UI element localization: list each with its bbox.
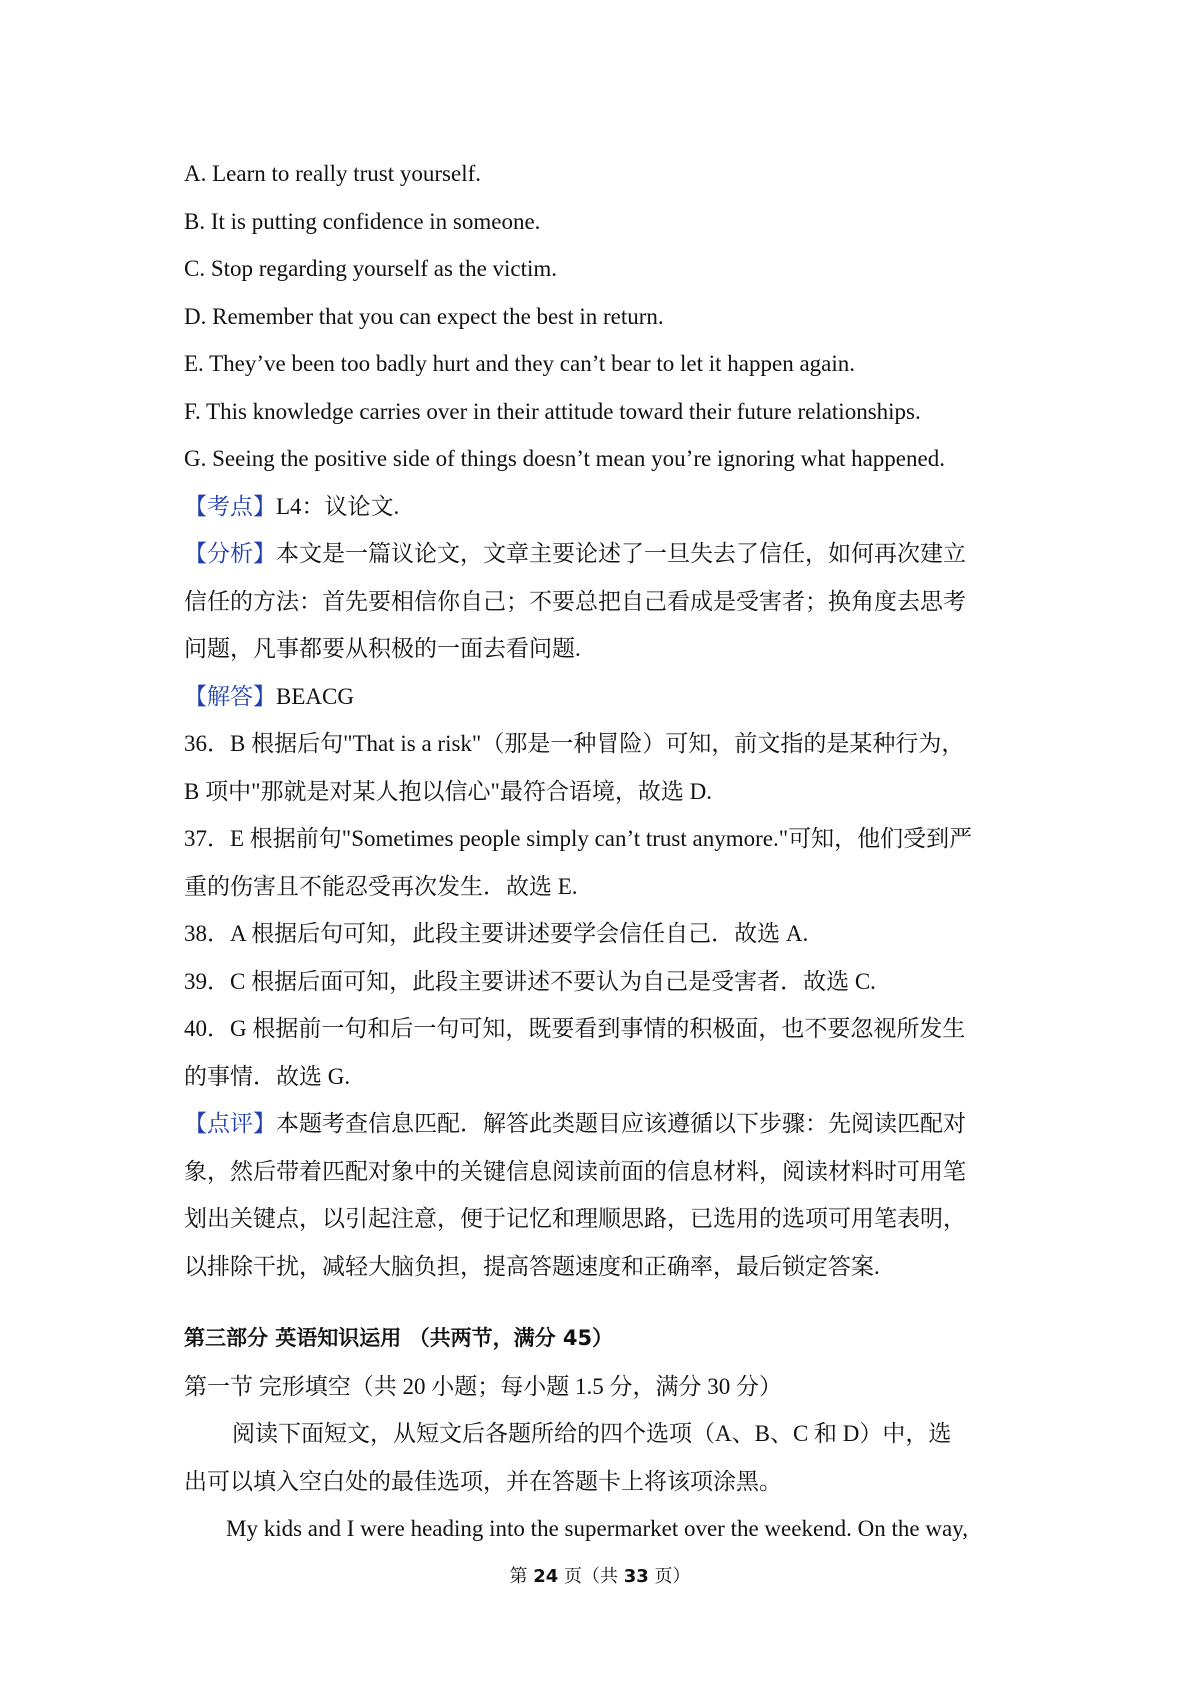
kaodian-tag: 【考点】 <box>184 493 276 519</box>
jieda-line <box>184 673 1032 721</box>
document-page <box>184 150 1032 1553</box>
fenxi-line-2: 信任的方法：首先要相信你自己；不要总把自己看成是受害者；换角度去思考 <box>184 588 966 614</box>
option-d: D. Remember that you can expect the best in return. <box>184 303 664 329</box>
dianping-tag: 【点评】 <box>184 1111 276 1136</box>
footer-prefix: 第 <box>509 1566 528 1587</box>
option-g: G. Seeing the positive side of things doesn’t mean you’re ignoring what happened. <box>184 446 945 471</box>
option-a: A. Learn to really trust yourself. <box>184 161 481 186</box>
current-page-number: 24 <box>533 1566 559 1587</box>
answer-36-line-2: B 项中"那就是对某人抱以信心"最符合语境，故选 D. <box>184 778 712 804</box>
footer-mid: 页（共 <box>564 1566 618 1587</box>
answer-40-line-2: 的事情．故选 G. <box>184 1063 351 1089</box>
fenxi-line-3: 问题，凡事都要从积极的一面去看问题. <box>184 636 581 661</box>
fenxi-text-1: 本文是一篇议论文，文章主要论述了一旦失去了信任，如何再次建立 <box>276 541 966 566</box>
kaodian-line <box>184 483 1032 531</box>
fenxi-line-1 <box>184 530 1032 578</box>
dianping-line-1 <box>184 1100 1032 1148</box>
answer-39: 39．C 根据后面可知，此段主要讲述不要认为自己是受害者．故选 C. <box>184 968 876 994</box>
instruction-line-2: 出可以填入空白处的最佳选项，并在答题卡上将该项涂黑。 <box>184 1468 782 1494</box>
option-e: E. They’ve been too badly hurt and they can’t bear to let it happen again. <box>184 351 856 376</box>
footer-suffix: 页） <box>654 1566 691 1587</box>
answer-40-line-1: 40．G 根据前一句和后一句可知，既要看到事情的积极面，也不要忽视所发生 <box>184 1016 966 1041</box>
answer-37-line-2: 重的伤害且不能忍受再次发生．故选 E. <box>184 873 578 899</box>
passage-first-line: My kids and I were heading into the supermarket over the weekend. On the way, <box>226 1516 968 1541</box>
part-three-title: 第三部分 英语知识运用 （共两节，满分 45） <box>184 1326 614 1350</box>
answer-38: 38．A 根据后句可知，此段主要讲述要学会信任自己．故选 A. <box>184 921 809 946</box>
instruction-line-1: 阅读下面短文，从短文后各题所给的四个选项（A、B、C 和 D）中，选 <box>232 1421 952 1446</box>
jieda-text: BEACG <box>276 683 354 709</box>
fenxi-tag: 【分析】 <box>184 541 276 566</box>
answer-37-line-1: 37．E 根据前句"Sometimes people simply can’t trust anymore."可知，他们受到严 <box>184 826 973 851</box>
dianping-line-2: 象，然后带着匹配对象中的关键信息阅读前面的信息材料，阅读材料时可用笔 <box>184 1158 966 1184</box>
total-page-number: 33 <box>623 1566 649 1587</box>
dianping-text-1: 本题考查信息匹配．解答此类题目应该遵循以下步骤：先阅读匹配对 <box>276 1111 966 1136</box>
dianping-line-4: 以排除干扰，减轻大脑负担，提高答题速度和正确率，最后锁定答案. <box>184 1253 880 1279</box>
option-f: F. This knowledge carries over in their attitude toward their future relationships. <box>184 398 921 424</box>
option-b: B. It is putting confidence in someone. <box>184 208 541 234</box>
kaodian-text: L4：议论文. <box>276 493 400 519</box>
dianping-line-3: 划出关键点，以引起注意，便于记忆和理顺思路，已选用的选项可用笔表明， <box>184 1206 966 1231</box>
option-c: C. Stop regarding yourself as the victim. <box>184 256 558 281</box>
jieda-tag: 【解答】 <box>184 683 276 709</box>
section-one-heading: 第一节 完形填空（共 20 小题；每小题 1.5 分，满分 30 分） <box>184 1373 782 1399</box>
page-footer <box>0 1562 1200 1588</box>
answer-36-line-1: 36．B 根据后句"That is a risk"（那是一种冒险）可知，前文指的是某种行为， <box>184 731 965 756</box>
